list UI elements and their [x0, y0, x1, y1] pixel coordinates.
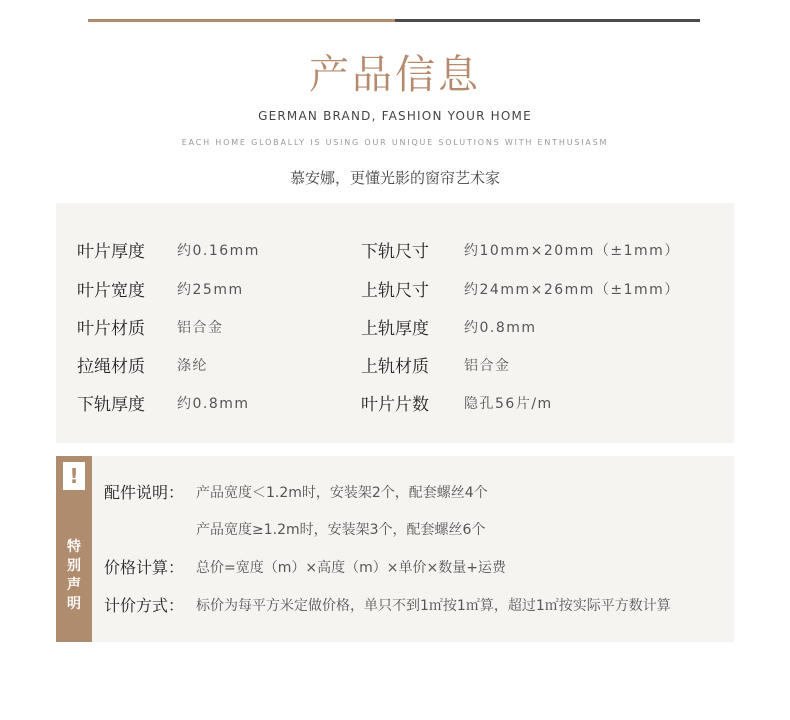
notice-value: 产品宽度≥1.2m时，安装架3个，配套螺丝6个 — [196, 522, 486, 538]
spec-label: 叶片厚度 — [77, 242, 145, 262]
spec-label: 叶片片数 — [361, 395, 429, 415]
spec-value: 涤纶 — [177, 358, 208, 374]
notice-title-text: 特别声明 — [67, 539, 81, 612]
spec-label: 上轨厚度 — [361, 319, 429, 339]
spec-value: 约10mm×20mm（±1mm） — [464, 243, 680, 259]
brand-slogan: 慕安娜，更懂光影的窗帘艺术家 — [289, 169, 500, 187]
spec-value: 隐孔56片/m — [464, 396, 553, 412]
brand-tagline: EACH HOME GLOBALLY IS USING OUR UNIQUE SOLUTIONS WITH ENTHUSIASM — [181, 138, 609, 147]
spec-value: 约0.8mm — [177, 396, 250, 412]
notice-value: 总价=宽度（m）×高度（m）×单价×数量+运费 — [196, 560, 506, 576]
divider-dark-segment — [395, 19, 700, 22]
notice-label-accessories: 配件说明： — [104, 483, 185, 502]
divider-accent-segment — [88, 19, 395, 22]
spec-label: 下轨尺寸 — [361, 242, 429, 262]
notice-label-price-calc: 价格计算： — [104, 558, 185, 577]
spec-label: 叶片材质 — [77, 319, 145, 339]
spec-label: 拉绳材质 — [77, 357, 145, 377]
spec-value: 约25mm — [177, 282, 244, 298]
spec-label: 上轨尺寸 — [361, 281, 429, 301]
spec-label: 下轨厚度 — [77, 395, 145, 415]
spec-value: 约24mm×26mm（±1mm） — [464, 282, 680, 298]
notice-panel — [56, 456, 734, 642]
page-title: 产品信息 — [309, 52, 481, 98]
spec-label: 上轨材质 — [361, 357, 429, 377]
header-divider — [88, 19, 700, 22]
spec-value: 铝合金 — [177, 320, 224, 336]
notice-label-pricing-method: 计价方式： — [104, 596, 185, 615]
exclamation-icon: ! — [62, 461, 86, 491]
spec-value: 约0.16mm — [177, 243, 260, 259]
notice-title — [56, 538, 92, 614]
notice-value: 产品宽度＜1.2m时，安装架2个，配套螺丝4个 — [196, 485, 488, 501]
brand-subtitle: GERMAN BRAND, FASHION YOUR HOME — [258, 109, 532, 123]
notice-value: 标价为每平方米定做价格，单只不到1㎡按1㎡算，超过1㎡按实际平方数计算 — [196, 598, 671, 614]
spec-panel — [56, 203, 734, 443]
spec-label: 叶片宽度 — [77, 281, 145, 301]
spec-value: 约0.8mm — [464, 320, 537, 336]
spec-value: 铝合金 — [464, 358, 511, 374]
notice-tab — [56, 456, 92, 642]
